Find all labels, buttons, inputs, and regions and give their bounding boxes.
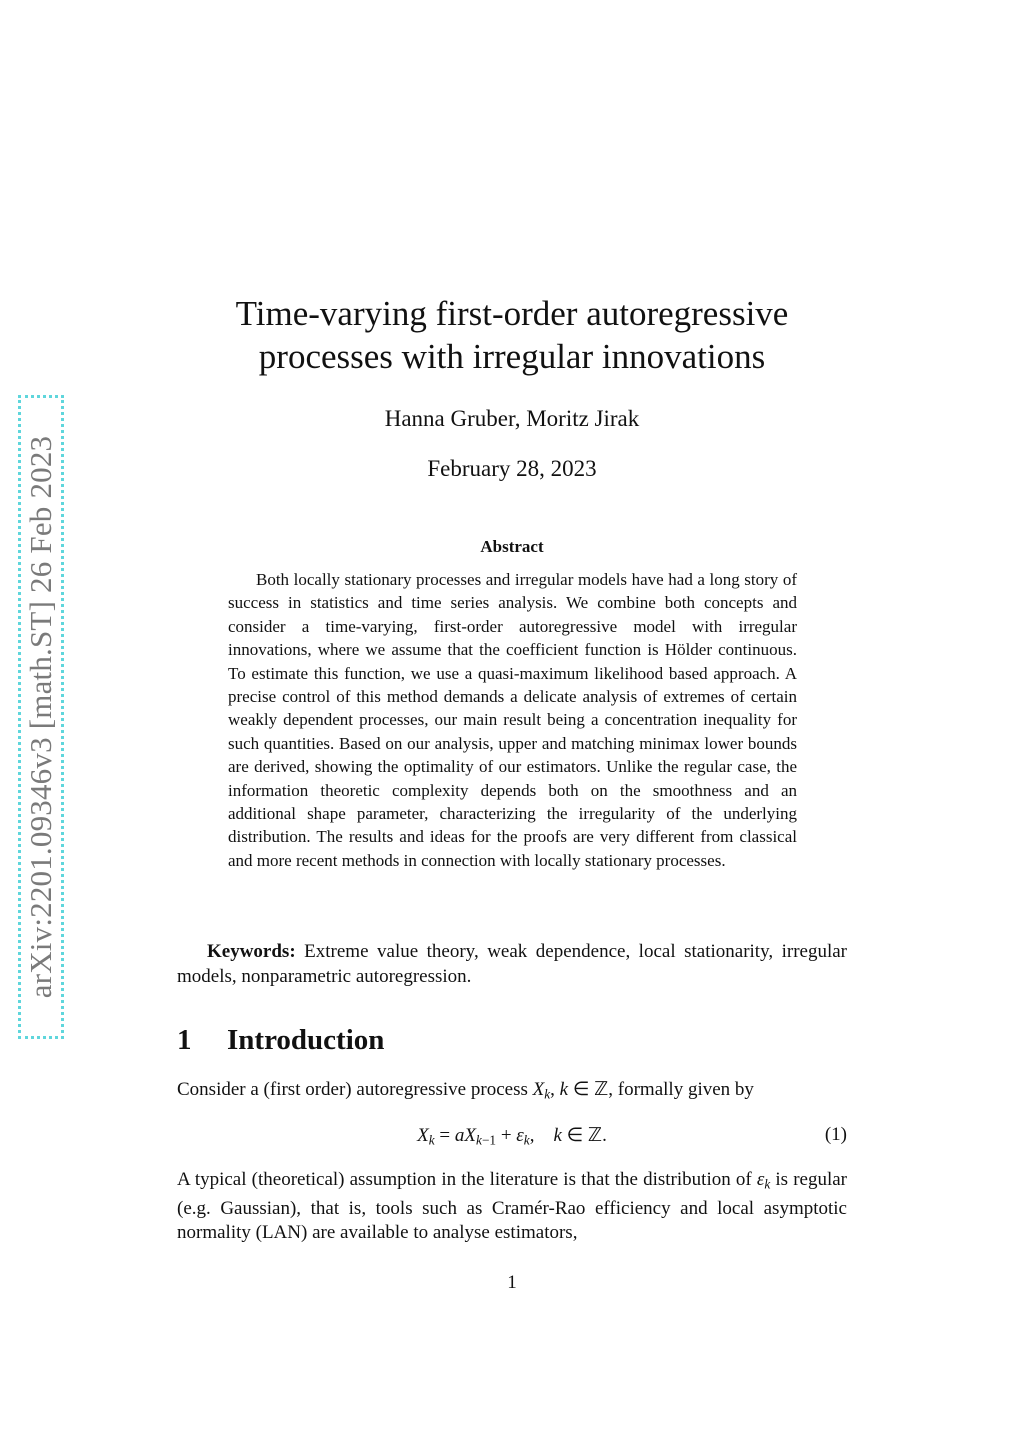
page-number: 1	[507, 1272, 517, 1293]
keywords	[177, 940, 847, 989]
section-number: 1	[177, 1024, 192, 1056]
keywords-label: Keywords:	[207, 941, 296, 962]
paper-title	[150, 292, 874, 378]
arxiv-stamp	[18, 395, 64, 1039]
date: February 28, 2023	[427, 456, 597, 481]
equation-body: $X_k = aX_{k-1} + \varepsilon_k$, k ∈ ℤ.	[417, 1125, 607, 1148]
authors: Hanna Gruber, Moritz Jirak	[384, 406, 640, 431]
title-line-1: Time-varying first-order autoregressive	[235, 294, 789, 333]
section-heading	[177, 1024, 384, 1057]
arxiv-stamp-text: arXiv:2201.09346v3 [math.ST] 26 Feb 2023	[23, 435, 58, 999]
abstract-heading: Abstract	[480, 537, 544, 556]
equation-number: (1)	[824, 1124, 847, 1145]
abstract-body: Both locally stationary processes and irregular models have had a long story of success in statistics and time series analysis. We combine both concepts and consider a time-varying, first-order autoregressive model with irregular innovations, where we assume that the coefficient function is Hölder continuous. To estimate this function, we use a quasi-maximum likelihood based approach. A precise control of this method demands a delicate analysis of extremes of certain weakly dependent processes, our main result being a concentration inequality for such quantities. Based on our analysis, upper and matching minimax lower bounds are derived, showing the optimality of our estimators. Unlike the regular case, the information theoretic complexity depends both on the smoothness and an additional shape parameter, characterizing the irregularity of the underlying distribution. The results and ideas for the proofs are very different from classical and more recent methods in connection with locally stationary processes.	[228, 570, 797, 870]
section-title: Introduction	[227, 1024, 385, 1056]
keywords-text: Extreme value theory, weak dependence, local stationarity, irregular models, nonparametric autoregression.	[177, 941, 848, 987]
intro-paragraph-1: Consider a (first order) autoregressive process $X_k$, k ∈ ℤ, formally given by	[177, 1079, 754, 1102]
intro-paragraph-2: A typical (theoretical) assumption in the literature is that the distribution of $\varepsilon_k$ is regular (e.g. Gaussian), that is, tools such as Cramér-Rao efficiency and local asymptotic normality (LAN) are available to analyse estimators,	[177, 1169, 847, 1244]
title-line-2: processes with irregular innovations	[258, 337, 766, 376]
